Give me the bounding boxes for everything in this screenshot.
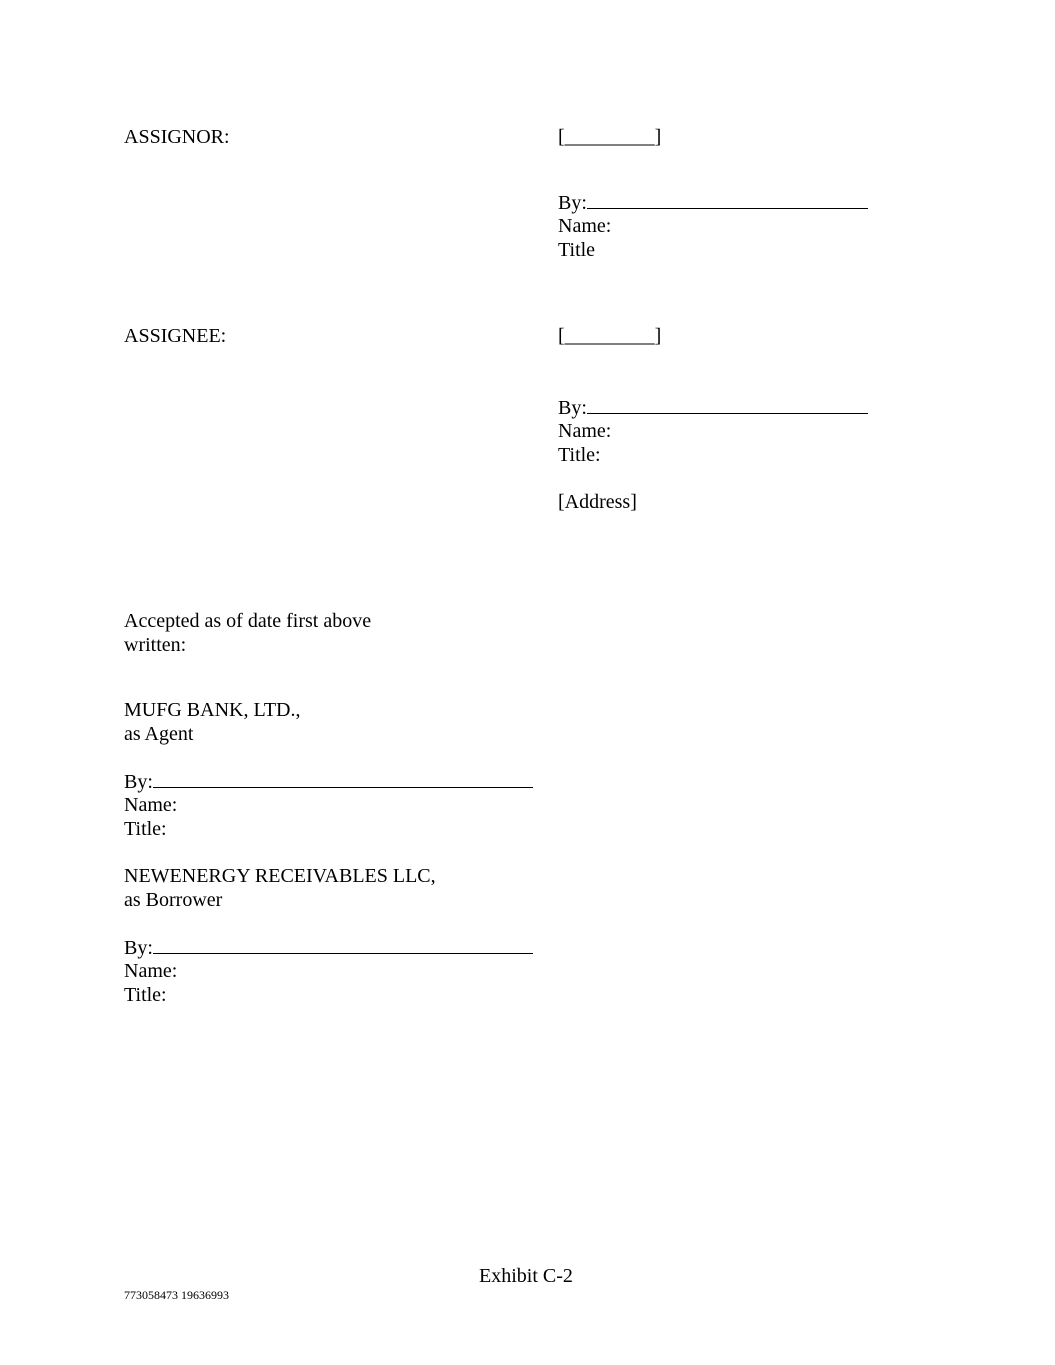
assignee-by-label: By: bbox=[558, 397, 587, 419]
acceptance-line-2: written: bbox=[124, 634, 187, 656]
assignor-title-label: Title bbox=[558, 239, 596, 261]
assignor-signature-line bbox=[558, 190, 868, 215]
assignee-label: ASSIGNEE: bbox=[124, 325, 227, 347]
agent-signature-line bbox=[124, 769, 533, 794]
exhibit-label: Exhibit C-2 bbox=[479, 1265, 573, 1287]
agent-by-label: By: bbox=[124, 771, 153, 793]
assignee-name-label: Name: bbox=[558, 420, 612, 442]
assignor-name-placeholder: [_________] bbox=[558, 126, 662, 148]
agent-signature-field[interactable] bbox=[153, 769, 533, 788]
assignee-title-label: Title: bbox=[558, 444, 601, 466]
assignee-signature-field[interactable] bbox=[587, 395, 868, 414]
assignee-signature-line bbox=[558, 395, 868, 420]
agent-entity-name: MUFG BANK, LTD., bbox=[124, 699, 301, 721]
borrower-by-label: By: bbox=[124, 937, 153, 959]
borrower-signature-line bbox=[124, 935, 533, 960]
borrower-entity-name: NEWENERGY RECEIVABLES LLC, bbox=[124, 865, 436, 887]
agent-name-label: Name: bbox=[124, 794, 178, 816]
assignor-signature-field[interactable] bbox=[587, 190, 868, 209]
assignee-name-placeholder: [_________] bbox=[558, 325, 662, 347]
borrower-role: as Borrower bbox=[124, 889, 223, 911]
borrower-signature-field[interactable] bbox=[153, 935, 533, 954]
assignee-address: [Address] bbox=[558, 491, 637, 513]
assignor-by-label: By: bbox=[558, 192, 587, 214]
assignor-label: ASSIGNOR: bbox=[124, 126, 230, 148]
borrower-title-label: Title: bbox=[124, 984, 167, 1006]
document-id: 773058473 19636993 bbox=[124, 1288, 229, 1302]
acceptance-line-1: Accepted as of date first above bbox=[124, 610, 372, 632]
agent-role: as Agent bbox=[124, 723, 194, 745]
agent-title-label: Title: bbox=[124, 818, 167, 840]
assignor-name-label: Name: bbox=[558, 215, 612, 237]
borrower-name-label: Name: bbox=[124, 960, 178, 982]
